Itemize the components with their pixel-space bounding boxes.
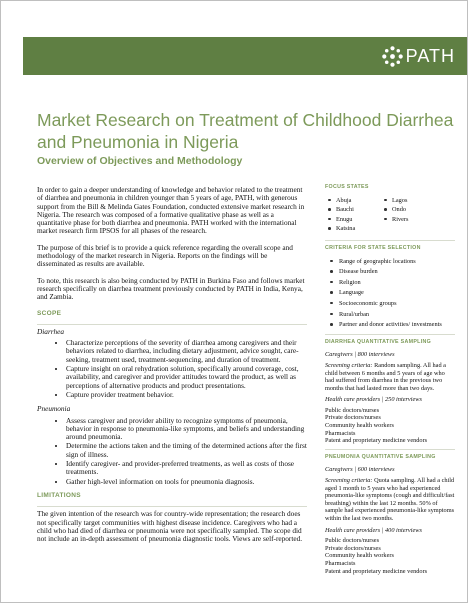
limitations-heading: LIMITATIONS xyxy=(37,491,81,499)
focus-states-heading: FOCUS STATES xyxy=(325,184,369,190)
pneumonia-screening-criteria xyxy=(325,477,455,523)
list-item: • Gather high-level information on tools for pneumonia diagnosis. xyxy=(66,478,307,486)
logo-text: PATH xyxy=(405,46,455,66)
diarrhea-scope-list xyxy=(37,339,307,399)
list-item: Ondo xyxy=(381,206,408,214)
list-item: • Characterize perceptions of the severity of diarrhea among caregivers and their behaviors related to diarrhea, including dietary adjustment, advice sought, care-seeking, treatment used, treatment-sequencing, and duration of treatment. xyxy=(66,339,307,364)
list-item: Religion xyxy=(325,279,455,287)
list-item: Community health workers xyxy=(325,422,394,430)
list-item: Pharmacists xyxy=(325,429,356,437)
sidebar xyxy=(325,184,455,575)
scope-heading: SCOPE xyxy=(37,309,62,317)
diarrhea-caregivers-count: Caregivers | 800 interviews xyxy=(325,351,395,359)
intro-paragraph-2: The purpose of this brief is to provide a quick reference regarding the overall scope and methodology of the market research in Nigeria. Reports on the findings will be disseminated as results are available. xyxy=(37,242,293,269)
diarrhea-screening-criteria xyxy=(325,362,455,392)
screening-text: Random sampling. All had a child between 6 months and 5 years of age who had suffered from diarrhea in the previous two months that had lasted more than two days. xyxy=(325,361,446,392)
list-item: Abuja xyxy=(325,197,381,205)
list-item: Rivers xyxy=(381,216,408,224)
main-column xyxy=(37,186,307,551)
diarrhea-sampling-heading: DIARRHEA QUANTITATIVE SAMPLING xyxy=(325,338,432,345)
list-item: Public doctors/nurses xyxy=(325,537,380,545)
screening-text: Quota sampling. All had a child aged 1 month to 5 years who had experienced pneumonia-like symptoms (cough and difficult/fast breathing) within the last 12 months. 50% of sample had experienced pneumonia-like symptoms within the last two months. xyxy=(325,477,455,522)
page-subtitle: Overview of Objectives and Methodology xyxy=(37,155,243,167)
intro-paragraph-1: In order to gain a deeper understanding of knowledge and behavior related to the treatment of diarrhea and pneumonia in children younger than 5 years of age, PATH, with generous support from the Bill & Melinda Gates Foundation, conducted extensive market research in Nigeria. The research was composed of a formative qualitative phase as well as a quantitative phase for both diarrhea and pneumonia. PATH worked with the international market research firm IPSOS for all phases of the research. xyxy=(37,185,305,236)
list-item: • Determine the actions taken and the timing of the determined actions after the first sign of illness. xyxy=(66,442,307,459)
page-title: Market Research on Treatment of Childhood Diarrhea and Pneumonia in Nigeria xyxy=(37,110,454,152)
path-logo-icon xyxy=(382,46,403,67)
criteria-heading: CRITERIA FOR STATE SELECTION xyxy=(325,244,421,251)
list-item: Disease burden xyxy=(325,268,455,276)
pneumonia-sampling-heading: PNEUMONIA QUANTITATIVE SAMPLING xyxy=(325,453,436,460)
sidebar-divider xyxy=(325,240,455,241)
list-item: Patent and proprietary medicine vendors xyxy=(325,437,428,445)
list-item: • Identify caregiver- and provider-preferred treatments, as well as costs of those treatments. xyxy=(66,460,307,477)
list-item: Public doctors/nurses xyxy=(325,406,380,414)
pneumonia-scope-list xyxy=(37,417,307,486)
states-column-2 xyxy=(381,197,408,235)
diarrhea-subheading: Diarrhea xyxy=(37,326,65,336)
list-item: Enugu xyxy=(325,216,381,224)
states-column-1 xyxy=(325,197,381,235)
sidebar-divider xyxy=(325,449,455,450)
limitations-text: The given intention of the research was for country-wide representation; the research does not specifically target communities with highest disease incidence. Caregivers who had a child who had died of diarrhea or pneumonia were not specifically sampled. The scope did not include an in-depth assessment of pneumonia diagnostic tools. Views are self-reported. xyxy=(37,509,303,544)
list-item: • Capture provider treatment behavior. xyxy=(66,391,307,399)
pneumonia-caregivers-count: Caregivers | 600 interviews xyxy=(325,466,395,474)
pneumonia-subheading: Pneumonia xyxy=(37,404,71,414)
limitations-divider xyxy=(37,506,307,507)
list-item: Katsina xyxy=(325,225,381,233)
list-item: Socioeconomic groups xyxy=(325,300,455,308)
list-item: Rural/urban xyxy=(325,311,455,319)
list-item: Pharmacists xyxy=(325,559,356,567)
list-item: • Capture insight on oral rehydration solution, specifically around coverage, cost, availability, and caregiver and provider attitudes toward the product, as well as perceptions of alternative products and product presentations. xyxy=(66,365,307,390)
list-item: Range of geographic locations xyxy=(325,258,455,266)
list-item: Bauchi xyxy=(325,206,381,214)
diarrhea-provider-list xyxy=(325,407,455,445)
list-item: Community health workers xyxy=(325,552,394,560)
list-item: Partner and donor activities/ investments xyxy=(325,321,455,329)
path-logo xyxy=(382,46,455,67)
intro-paragraph-3: To note, this research is also being conducted by PATH in Burkina Faso and follows market research specifically on diarrhea treatment previously conducted by PATH in India, Kenya, and Zambia. xyxy=(37,275,305,302)
list-item: • Assess caregiver and provider ability to recognize symptoms of pneumonia, behavior in response to pneumonia-like symptoms, and beliefs and understanding around pneumonia. xyxy=(66,417,307,442)
list-item: Patent and proprietary medicine vendors xyxy=(325,567,428,575)
screening-label: Screening criteria: xyxy=(325,361,373,369)
list-item: Lagos xyxy=(381,197,408,205)
list-item: Private doctors/nurses xyxy=(325,414,381,422)
screening-label: Screening criteria: xyxy=(325,477,373,485)
diarrhea-providers-count: Health care providers | 250 interviews xyxy=(325,396,422,404)
scope-divider xyxy=(37,324,307,325)
list-item: Language xyxy=(325,289,455,297)
focus-states-list xyxy=(325,197,455,235)
pneumonia-providers-count: Health care providers | 400 interviews xyxy=(325,526,422,534)
pneumonia-provider-list xyxy=(325,537,455,575)
header-banner xyxy=(23,37,468,75)
list-item: Private doctors/nurses xyxy=(325,544,381,552)
criteria-list xyxy=(325,258,455,329)
sidebar-divider xyxy=(325,334,455,335)
